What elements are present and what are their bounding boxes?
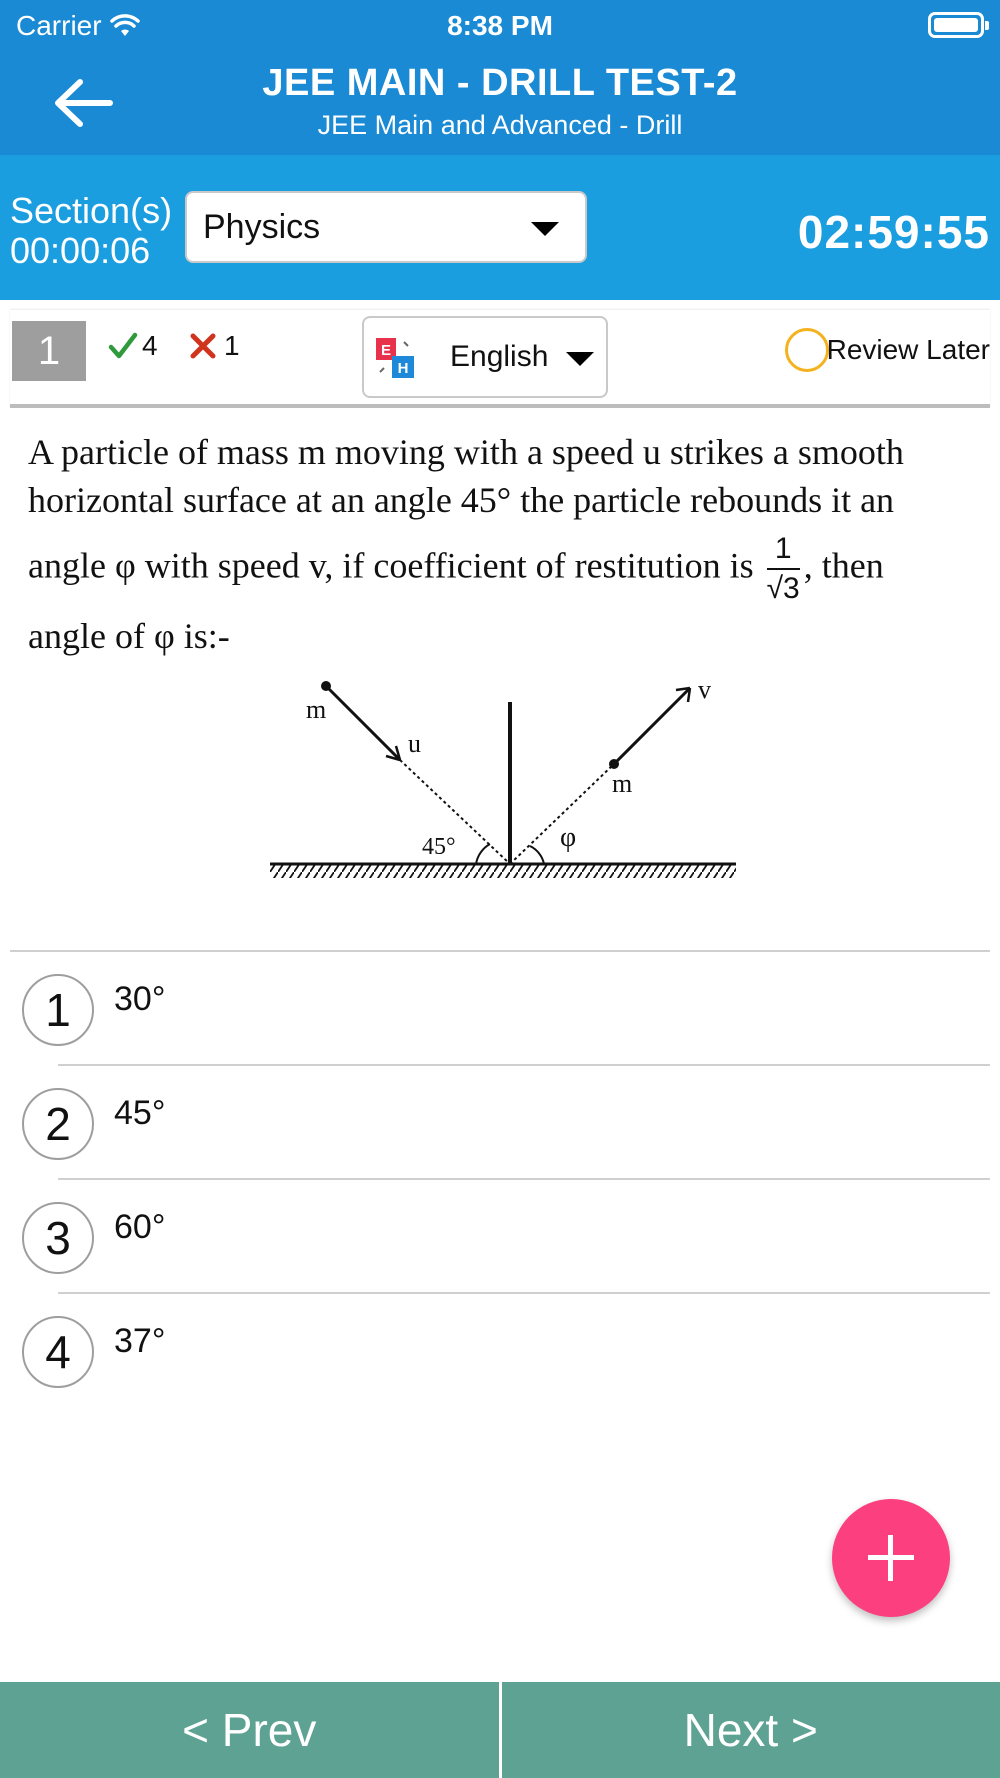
language-toggle-icon: [374, 336, 416, 380]
section-dropdown-value: Physics: [203, 207, 321, 246]
question-line: [28, 534, 978, 604]
section-bar: [0, 155, 1000, 300]
page-title: JEE MAIN - DRILL TEST-2: [262, 62, 738, 104]
option-number: 2: [22, 1088, 94, 1160]
diagram-label: φ: [560, 822, 577, 853]
option-4[interactable]: [0, 1294, 1000, 1408]
diagram-label: v: [698, 675, 711, 704]
status-time: 8:38 PM: [447, 10, 553, 41]
negative-marks-value: 1: [224, 330, 240, 361]
option-3[interactable]: [0, 1180, 1000, 1294]
option-text: 37°: [114, 1322, 166, 1360]
question-toolbar: [10, 310, 990, 408]
section-elapsed-time: 00:00:06: [10, 230, 151, 271]
battery-icon: [928, 12, 984, 38]
diagram-label: 45°: [422, 834, 456, 860]
option-2[interactable]: [0, 1066, 1000, 1180]
language-dropdown-value: English: [450, 340, 549, 373]
diagram-label: m: [612, 769, 633, 798]
review-later-label: Review Later: [826, 334, 990, 365]
section-info: [10, 191, 172, 271]
option-text: 60°: [114, 1208, 166, 1246]
question-line-text: angle φ with speed v, if coefficient of restitution is: [28, 545, 754, 586]
fraction: [767, 534, 800, 604]
question-number[interactable]: 1: [12, 321, 86, 381]
page-subtitle: JEE Main and Advanced - Drill: [317, 110, 683, 140]
question-text: [28, 428, 978, 660]
option-text: 30°: [114, 980, 166, 1018]
test-timer: 02:59:55: [797, 206, 990, 258]
svg-text:E: E: [380, 342, 392, 359]
ground-surface: [270, 864, 736, 878]
diagram-label: u: [408, 729, 421, 758]
review-later-toggle[interactable]: [785, 328, 990, 372]
question-line: horizontal surface at an angle 45° the particle rebounds it an: [28, 480, 895, 520]
fraction-denominator: √3: [766, 572, 800, 605]
language-dropdown[interactable]: [362, 316, 608, 398]
correct-marks-value: 4: [142, 330, 158, 361]
correct-marks: [108, 330, 158, 362]
next-button[interactable]: Next >: [683, 1704, 818, 1756]
question-line: angle of φ is:-: [28, 616, 230, 656]
prev-button[interactable]: < Prev: [182, 1704, 317, 1756]
diagram-label: m: [306, 695, 327, 724]
bottom-navigation: [0, 1682, 1000, 1778]
carrier-label: Carrier: [16, 10, 102, 41]
question-line: A particle of mass m moving with a speed u strikes a smooth: [28, 432, 904, 472]
option-number: 4: [22, 1316, 94, 1388]
question-line-text: , then: [803, 545, 884, 586]
caret-down-icon: [531, 222, 559, 236]
fraction-numerator: 1: [767, 534, 800, 570]
svg-text:H: H: [397, 360, 409, 377]
status-bar: [0, 0, 1000, 50]
check-icon: [108, 332, 138, 360]
option-1[interactable]: [0, 952, 1000, 1066]
radio-circle-icon: [785, 328, 829, 372]
section-dropdown[interactable]: [185, 191, 587, 263]
cross-icon: [190, 333, 216, 359]
section-label: Section(s): [10, 190, 173, 231]
app-header: [0, 0, 1000, 155]
option-text: 45°: [114, 1094, 166, 1132]
caret-down-icon: [566, 352, 594, 366]
negative-marks: [190, 330, 240, 362]
option-number: 3: [22, 1202, 94, 1274]
option-number: 1: [22, 974, 94, 1046]
question-diagram: [262, 668, 742, 898]
plus-icon[interactable]: [832, 1499, 950, 1617]
